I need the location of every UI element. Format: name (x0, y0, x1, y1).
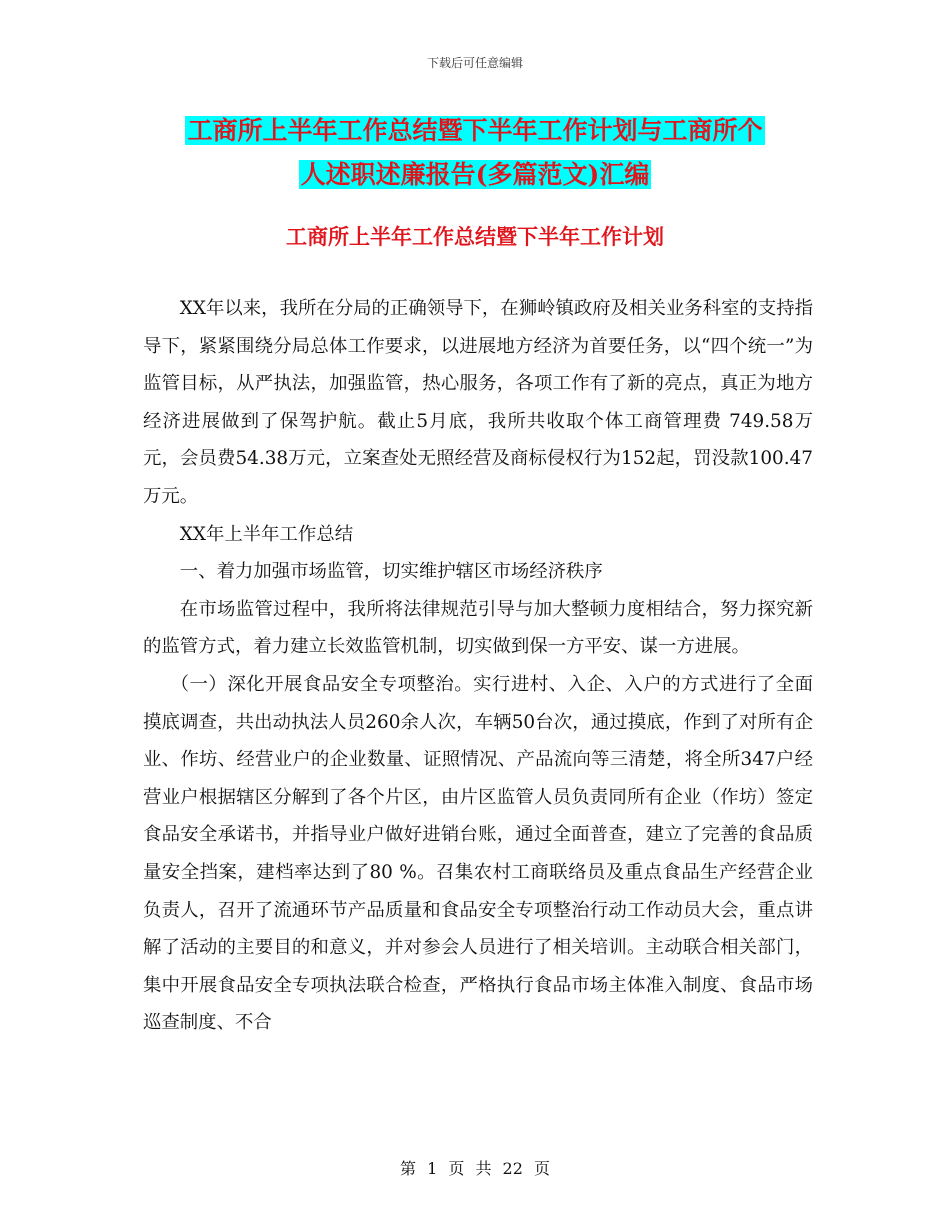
section-title: 工商所上半年工作总结暨下半年工作计划 (286, 224, 664, 249)
body-paragraph-food-safety: （一）深化开展食品安全专项整治。实行进村、入企、入户的方式进行了全面摸底调查，共出动执法人员260余人次，车辆50台次，通过摸底，作到了对所有企业、作坊、经营业户的企业数量、证照情况、产品流向等三清楚，将全所347户经营业户根据辖区分解到了各个片区，由片区监管人员负责同所有企业（作坊）签定食品安全承诺书，并指导业户做好进销台账，通过全面普查，建立了完善的食品质量安全挡案，建档率达到了80 %。召集农村工商联络员及重点食品生产经营企业负责人，召开了流通环节产品质量和食品安全专项整治行动工作动员大会，重点讲解了活动的主要目的和意义，并对参会人员进行了相关培训。主动联合相关部门，集中开展食品安全专项执法联合检查，严格执行食品市场主体准入制度、食品市场巡查制度、不合 (143, 673, 813, 1034)
document-title-text-2: 人述职述廉报告(多篇范文)汇编 (300, 160, 650, 189)
body-paragraph-supervision: 在市场监管过程中，我所将法律规范引导与加大整顿力度相结合，努力探究新的监管方式，着力建立长效监管机制，切实做到保一方平安、谋一方进展。 (143, 598, 813, 658)
document-body (143, 290, 813, 1042)
page-header-note: 下载后可任意编辑 (426, 56, 523, 70)
document-title-text-1: 工商所上半年工作总结暨下半年工作计划与工商所个 (187, 116, 763, 145)
page-number: 第 1 页 共 22 页 (400, 1159, 550, 1178)
body-heading-summary: XX年上半年工作总结 (179, 523, 354, 545)
body-paragraph-intro: XX年以来，我所在分局的正确领导下，在狮岭镇政府及相关业务科室的支持指导下，紧紧围绕分局总体工作要求，以进展地方经济为首要任务，以“四个统一”为监管目标，从严执法，加强监管，热心服务，各项工作有了新的亮点，真正为地方经济进展做到了保驾护航。截止5月底，我所共收取个体工商管理费 749.58万元，会员费54.38万元，立案查处无照经营及商标侵权行为152起，罚没款100.47万元。 (143, 298, 813, 507)
body-heading-section-1: 一、着力加强市场监管，切实维护辖区市场经济秩序 (179, 561, 603, 583)
document-title-line-1 (0, 109, 950, 153)
document-title-line-2 (0, 153, 950, 197)
